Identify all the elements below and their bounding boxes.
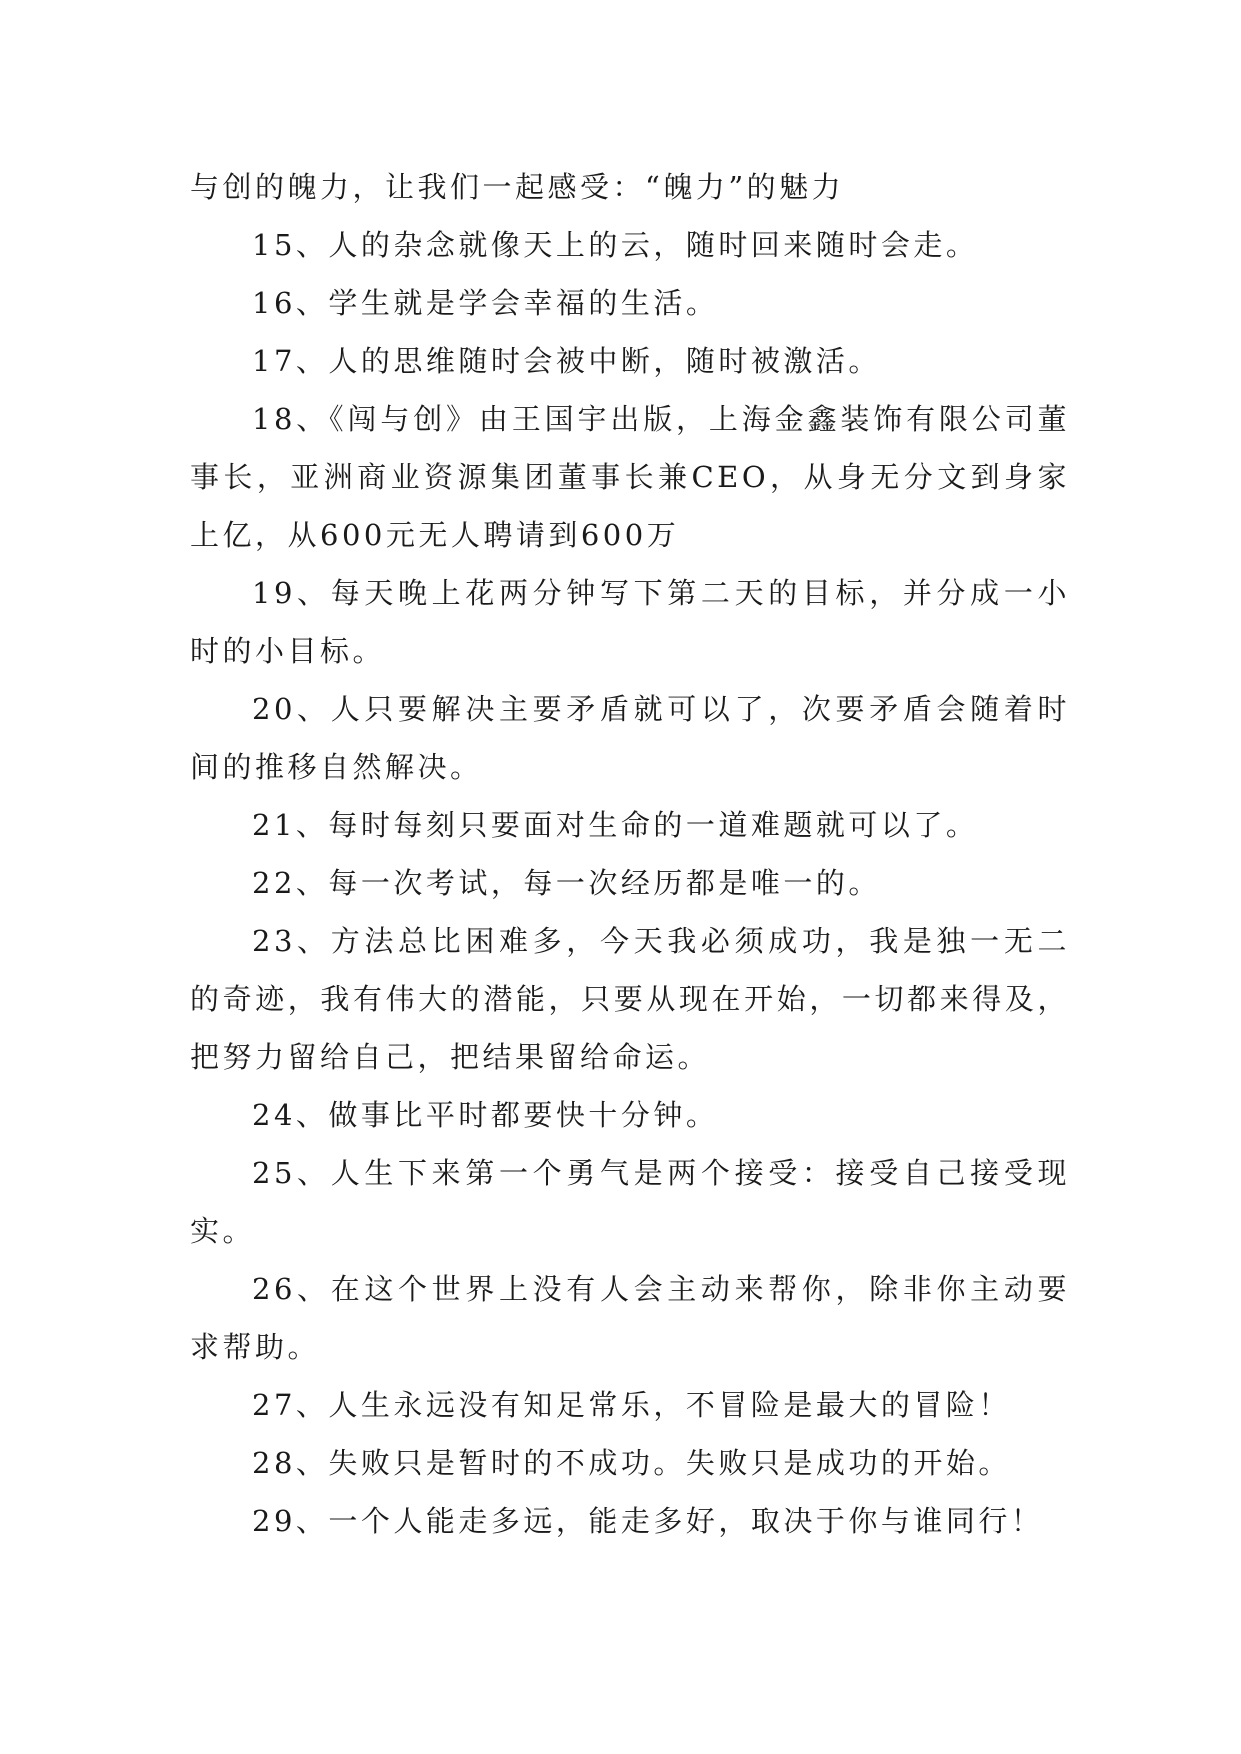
document-body xyxy=(190,158,1070,1550)
paragraph-28: 28、失败只是暂时的不成功。失败只是成功的开始。 xyxy=(252,1446,1011,1480)
paragraph-continuation: 与创的魄力，让我们一起感受：“魄力”的魅力 xyxy=(190,170,845,204)
paragraph-17: 17、人的思维随时会被中断，随时被激活。 xyxy=(252,344,881,378)
paragraph-19: 19、每天晚上花两分钟写下第二天的目标，并分成一小时的小目标。 xyxy=(190,576,1070,668)
paragraph-18: 18、《闯与创》由王国宇出版，上海金鑫装饰有限公司董事长，亚洲商业资源集团董事长兼CEO，从身无分文到身家上亿，从600元无人聘请到600万 xyxy=(190,402,1070,552)
paragraph-25: 25、人生下来第一个勇气是两个接受：接受自己接受现实。 xyxy=(190,1156,1070,1248)
paragraph-20: 20、人只要解决主要矛盾就可以了，次要矛盾会随着时间的推移自然解决。 xyxy=(190,692,1070,784)
paragraph-26: 26、在这个世界上没有人会主动来帮你，除非你主动要求帮助。 xyxy=(190,1272,1070,1364)
paragraph-21: 21、每时每刻只要面对生命的一道难题就可以了。 xyxy=(252,808,979,842)
paragraph-24: 24、做事比平时都要快十分钟。 xyxy=(252,1098,719,1132)
paragraph-23: 23、方法总比困难多，今天我必须成功，我是独一无二的奇迹，我有伟大的潜能，只要从现在开始，一切都来得及，把努力留给自己，把结果留给命运。 xyxy=(190,924,1070,1074)
paragraph-16: 16、学生就是学会幸福的生活。 xyxy=(252,286,719,320)
paragraph-15: 15、人的杂念就像天上的云，随时回来随时会走。 xyxy=(252,228,979,262)
paragraph-27: 27、人生永远没有知足常乐，不冒险是最大的冒险！ xyxy=(252,1388,1011,1422)
paragraph-22: 22、每一次考试，每一次经历都是唯一的。 xyxy=(252,866,881,900)
paragraph-29: 29、一个人能走多远，能走多好，取决于你与谁同行！ xyxy=(252,1504,1044,1538)
